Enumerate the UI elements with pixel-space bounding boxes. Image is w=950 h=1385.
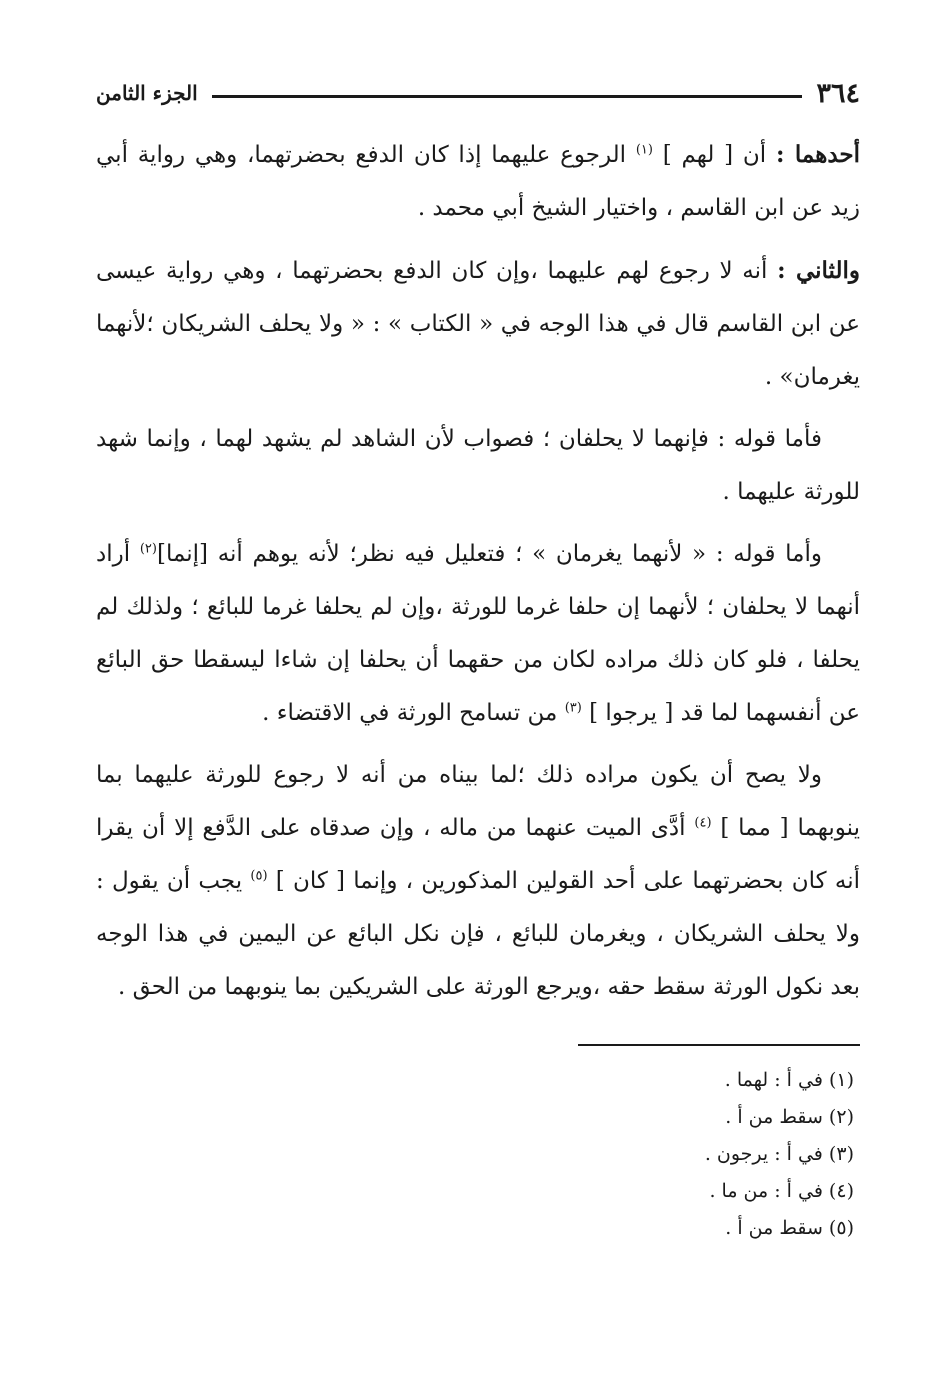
footnote: (٢) سقط من أ . [725,1106,854,1128]
text-run: ولا يصح أن يكون مراده ذلك ؛لما بيناه من أنه لا رجوع للورثة عليهما بما ينوبهما [ مما ] [96,762,860,841]
text-run: أن [ لهم ] [652,142,776,168]
footnote-marker: (٥) [250,868,268,884]
footnote: (١) في أ : لهما . [724,1069,854,1091]
volume-title: الجزء الثامن [96,81,198,105]
footnote-marker: (٣) [564,700,582,716]
paragraph [96,128,860,235]
text-run: فأما قوله : فإنهما لا يحلفان ؛ فصواب لأن الشاهد لم يشهد لهما ، وإنما شهد للورثة عليهما . [96,426,860,505]
text-run: أنه لا رجوع لهم عليهما ،وإن كان الدفع بحضرتهما ، وهي رواية عيسى عن ابن القاسم قال في هذا الوجه في « الكتاب » : « ولا يحلف الشريكان ؛لأنهما يغرمان» . [96,258,860,390]
footnote-marker: (١) [635,142,653,158]
body-text [96,128,860,1014]
footnote: (٤) في أ : من ما . [709,1180,854,1202]
text-run: وأما قوله : « لأنهما يغرمان » ؛ فتعليل فيه نظر؛ لأنه يوهم أنه [إنما] [156,541,822,567]
text-run: أراد أنهما لا يحلفان ؛ لأنهما إن حلفا غرما للورثة ،وإن لم يحلفا غرما للبائع ؛ ولذلك لم يحلفا ، فلو كان ذلك مراده لكان من حقهما أن يحلفا إن شاءا ليسقطا حق البائع عن أنفسهما لما قد [ يرجوا ] [96,541,860,726]
footnote-marker: (٢) [139,541,157,557]
paragraph-lead-term: والثاني : [777,257,860,284]
text-run: من تسامح الورثة في الاقتضاء . [262,700,565,726]
page-number: ٣٦٤ [816,77,860,109]
paragraph [96,244,860,404]
footnotes [96,1062,860,1247]
footnote-separator [578,1044,860,1046]
header-rule [212,95,803,98]
paragraph [96,749,860,1014]
footnote: (٣) في أ : يرجون . [704,1143,854,1165]
footnote: (٥) سقط من أ . [725,1217,854,1239]
footnote-marker: (٤) [694,815,712,831]
paragraph [96,413,860,519]
book-page [96,70,860,1310]
text-run: أدَّى الميت عنهما من ماله ، وإن صدقاه على الدَّفع إلا أن يقرا أنه كان بحضرتهما على أحد القولين المذكورين ، وإنما [ كان ] [96,815,860,894]
text-run: يجب أن يقول : ولا يحلف الشريكان ، ويغرمان للبائع ، فإن نكل البائع عن اليمين في هذا الوجه بعد نكول الورثة سقط حقه ،ويرجع الورثة على الشريكين بما ينوبهما من الحق . [96,868,860,1000]
paragraph [96,528,860,740]
paragraph-lead-term: أحدهما : [775,141,860,168]
page-header [96,70,860,116]
text-run: الرجوع عليهما إذا كان الدفع بحضرتهما، وهي رواية أبي زيد عن ابن القاسم ، واختيار الشيخ أبي محمد . [96,142,860,221]
